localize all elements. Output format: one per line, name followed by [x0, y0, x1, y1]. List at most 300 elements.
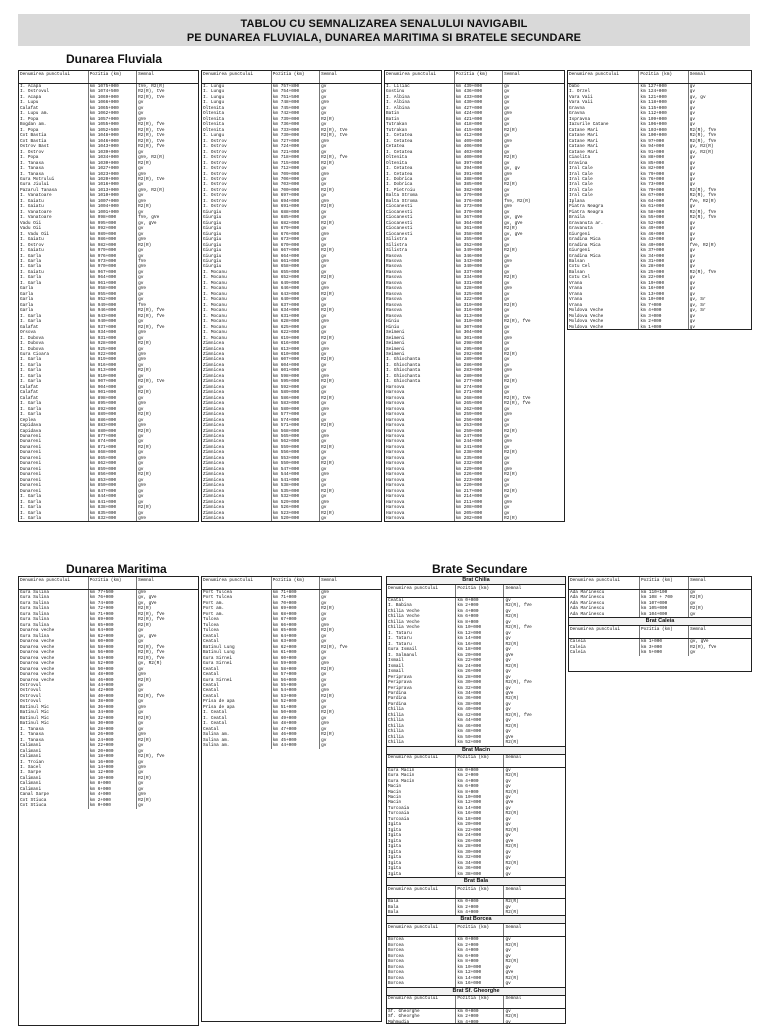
- table-cell-name: I. Vanatoare: [20, 209, 52, 215]
- table-cell-name: Zimnicea: [203, 499, 225, 505]
- table-cell-sign: gv: [321, 144, 327, 150]
- table-cell-position: km 3+000: [640, 313, 662, 319]
- table-cell-position: km 1023+000: [89, 171, 119, 177]
- column-sign: [689, 590, 750, 617]
- table-cell-sign: gv: [689, 324, 696, 330]
- table-cell-sign: gv: [505, 866, 511, 872]
- table-cell-position: km 277+000: [455, 379, 483, 385]
- table-cell-position: km 331+000: [455, 280, 483, 286]
- table-cell-position: km 40+000: [457, 707, 482, 713]
- table-cell-name: Caleia: [570, 650, 586, 656]
- table-cell-position: km 613+000: [272, 346, 300, 352]
- table-cell-name: Zimnicea: [203, 368, 225, 374]
- table-cell-name: Capidava: [20, 428, 42, 434]
- table-cell-name: I. Vanatoare: [20, 193, 52, 199]
- table-cell-position: km 235+000: [455, 455, 483, 461]
- table-cell-sign: gv: [504, 505, 510, 511]
- table-cell-sign: gv: [504, 176, 510, 182]
- table-cell-name: I. Ostrov: [203, 182, 227, 188]
- table-cell-sign: gv: [505, 685, 511, 691]
- table-cell-position: km 313+000: [455, 313, 483, 319]
- table-cell-sign: R2(R): [321, 291, 335, 297]
- table-cell-name: Harsova: [386, 488, 405, 494]
- table-body: [202, 84, 381, 522]
- table-cell-position: km 541+000: [272, 477, 300, 483]
- table-cell-sign: gv: [689, 264, 696, 270]
- table-cell-position: km 664+000: [272, 253, 300, 259]
- table-cell-position: km 6+000: [457, 784, 479, 790]
- table-cell-sign: R2(R), tVe: [138, 94, 165, 100]
- table-cell-sign: gv: [138, 166, 144, 172]
- table-cell-position: km 946+000: [89, 308, 117, 314]
- table-cell-sign: gv: [505, 855, 511, 861]
- table-cell-sign: gv: [321, 193, 327, 199]
- table-cell-sign: gv: [689, 116, 696, 122]
- table-cell-name: Hiniu: [386, 319, 400, 325]
- table-cell-sign: R2(R), fVe: [138, 611, 165, 617]
- table-cell-name: Giurgiu: [203, 248, 222, 254]
- table-cell-name: Oltenita: [203, 116, 225, 122]
- table-cell-position: km 853+000: [89, 477, 117, 483]
- table-cell-position: km 2+000: [457, 773, 479, 779]
- table-cell-position: km 1052+500: [89, 127, 119, 133]
- table-cell-sign: R2(R): [505, 827, 519, 833]
- table-cell-name: Igita: [388, 827, 402, 833]
- table-cell-name: I. Ostrov: [203, 171, 227, 177]
- table-cell-sign: R2(R): [321, 335, 335, 341]
- table-cell-name: Igita: [388, 833, 402, 839]
- table-cell-name: I. Ostrov: [203, 166, 227, 172]
- table-cell-position: km 38+000: [457, 871, 482, 877]
- table-cell-position: km 391+000: [455, 171, 483, 177]
- table-cell-name: I. Vadu Oii: [20, 231, 49, 237]
- table-cell-name: Ciocanesti: [386, 215, 413, 221]
- table-header: [568, 71, 751, 84]
- table-cell-sign: gv: [505, 805, 511, 811]
- table-cell-position: km 226+000: [455, 472, 483, 478]
- table-cell-sign: R2(R), fVe: [689, 215, 717, 221]
- table-cell-position: km 436+000: [455, 89, 483, 95]
- table-cell-position: km 427+000: [455, 105, 483, 111]
- table-cell-sign: gv: [138, 494, 144, 500]
- table-cell-position: km 1004+000: [89, 204, 119, 210]
- table-cell-position: km 964+000: [89, 275, 117, 281]
- table-cell-name: [20, 522, 88, 523]
- table-cell-sign: gv: [321, 182, 327, 188]
- column-sign: [504, 1009, 564, 1024]
- table-cell-position: km 28+000: [457, 844, 482, 850]
- table-cell-position: km 24+000: [89, 737, 114, 743]
- table-cell-name: Zimnicea: [203, 373, 225, 379]
- table-cell-name: Moldova Veche: [569, 319, 604, 325]
- table-cell-name: Macin: [388, 800, 402, 806]
- table-cell-name: I. Babina: [388, 603, 412, 609]
- table-cell-position: km 343+000: [455, 259, 483, 264]
- table-cell-sign: gVe: [138, 351, 147, 357]
- table-cell-sign: gv, gVe: [138, 600, 157, 606]
- table-cell-position: km 14+000: [457, 636, 482, 642]
- table-cell-position: km 880+000: [89, 428, 117, 434]
- section-heading-brate-secundare: Brate Secundare: [432, 562, 528, 576]
- table-cell-sign: gv: [505, 718, 511, 724]
- table-cell-position: km 538+000: [272, 483, 300, 489]
- table-cell-name: I. Albina: [386, 105, 410, 111]
- column-header-position: Pozitia (km): [456, 924, 504, 936]
- table-cell-sign: gv: [321, 84, 327, 89]
- table-cell-sign: fVe: [138, 259, 147, 264]
- table-cell-name: Macin: [388, 784, 402, 790]
- table-cell-sign: gVe: [138, 590, 147, 595]
- table-cell-sign: gVe: [138, 704, 147, 710]
- table-cell-name: Piatra Neagra: [569, 209, 604, 215]
- table-header: [387, 924, 565, 937]
- table-cell-sign: gv: [505, 871, 511, 877]
- table-cell-sign: gv: [138, 710, 144, 716]
- table-cell-name: Rasova: [386, 291, 402, 297]
- table-cell-name: Port am.: [203, 606, 225, 612]
- column-header-name: Denumirea punctului: [19, 71, 89, 83]
- table-cell-name: I. Mocanu: [203, 308, 227, 314]
- table-header: [385, 71, 564, 84]
- table-cell-position: km 97+000: [640, 138, 665, 144]
- table-cell-name: I. Gaiatu: [20, 248, 44, 254]
- table-body: [387, 899, 565, 915]
- table-cell-position: km 916+000: [89, 362, 117, 368]
- table-cell-sign: gVe: [504, 111, 513, 117]
- table-cell-sign: gv: [504, 477, 510, 483]
- table-cell-position: km 0+000: [457, 899, 479, 905]
- table-cell-position: km 850+000: [89, 483, 117, 489]
- table-cell-position: km 18+000: [457, 816, 482, 822]
- table-cell-sign: gv: [138, 639, 144, 645]
- table-cell-name: Rasova: [386, 264, 402, 270]
- table-cell-sign: R2(R): [504, 351, 518, 357]
- table-cell-position: km 88+000: [640, 155, 665, 161]
- table-cell-name: Dunarea veche: [20, 655, 55, 661]
- table-cell-sign: R2(R): [138, 341, 152, 347]
- table-cell-sign: gVe: [321, 373, 330, 379]
- table-cell-sign: R2(R): [505, 614, 519, 620]
- table-cell-position: km 22+000: [457, 827, 482, 833]
- table-cell-sign: gVe: [138, 672, 147, 678]
- table-cell-sign: gv: [504, 455, 510, 461]
- table-cell-sign: R2(R): [505, 959, 519, 965]
- table-cell-position: km 727+000: [272, 138, 300, 144]
- table-cell-position: km 619+000: [272, 335, 300, 341]
- table-cell-name: I. Ceatal: [203, 710, 227, 716]
- table-cell-position: km 907+000: [89, 379, 117, 385]
- table-cell-name: Batin: [386, 116, 400, 122]
- table-cell-position: km 931+000: [89, 335, 117, 341]
- table-cell-position: km 373+000: [455, 204, 483, 210]
- table-cell-sign: R2(R): [504, 428, 518, 434]
- table-cell-position: km 20+000: [457, 652, 482, 658]
- page-title-line-2: PE DUNAREA FLUVIALA, DUNAREA MARITIMA SI BRATELE SECUNDARE: [186, 32, 582, 44]
- column-header-sign: Semnal: [504, 71, 520, 77]
- table-cell-name: Mahmudia: [388, 1019, 410, 1024]
- table-cell-name: I. Orzel: [569, 89, 591, 95]
- table-cell-name: I. Dobrica: [386, 182, 413, 188]
- table-cell-name: Gostinu: [386, 89, 405, 95]
- column-header-sign: Semnal: [505, 924, 522, 930]
- table-cell-sign: gVe: [321, 590, 330, 595]
- table-cell-name: Vrana: [569, 280, 583, 286]
- table-cell-name: Harsova: [386, 483, 405, 489]
- table-cell-sign: gv: [689, 171, 696, 177]
- table-body: [202, 590, 381, 749]
- table-cell-sign: gv: [138, 362, 144, 368]
- table-cell-sign: gv: [689, 166, 696, 172]
- table-cell-position: km 1013+000: [89, 187, 119, 193]
- table-cell-sign: R2(R): [321, 116, 335, 122]
- table-cell-sign: gv: [321, 595, 327, 601]
- table-cell-position: km 883+000: [89, 423, 117, 429]
- table-cell-position: km 5+000: [640, 650, 663, 656]
- table-cell-name: Batinul Mic: [20, 704, 49, 710]
- table-cell-sign: R2(R): [505, 860, 519, 866]
- fluviala-table-2: [201, 70, 382, 522]
- table-cell-name: I. Sacel: [20, 765, 42, 770]
- table-cell-name: Zimnicea: [203, 494, 225, 500]
- table-cell-sign: gv: [504, 341, 510, 347]
- table-cell-name: Chilia Veche: [388, 614, 420, 620]
- column-header-name: Denumirea punctului: [387, 886, 456, 898]
- table-cell-sign: gv: [138, 434, 144, 439]
- table-cell-sign: gv: [138, 499, 144, 505]
- table-cell-sign: gv: [505, 981, 511, 987]
- table-cell-position: km 565+000: [272, 434, 300, 439]
- table-cell-sign: gv: [689, 280, 696, 286]
- table-cell-name: Vrana: [569, 302, 583, 308]
- table-cell-name: Harsova: [386, 477, 405, 483]
- table-cell-name: Zimnicea: [203, 379, 225, 385]
- table-cell-position: km 550+000: [272, 461, 300, 467]
- table-cell-name: Chilia Veche: [388, 608, 420, 614]
- table-cell-position: km 232+000: [455, 461, 483, 467]
- table-cell-name: Dunareni: [20, 472, 42, 478]
- table-cell-position: km 544+000: [272, 472, 300, 478]
- table-cell-name: Ada Marinescu: [570, 590, 605, 595]
- table-cell-position: km 928+000: [89, 341, 117, 347]
- table-cell-name: Zimnicea: [203, 412, 225, 418]
- table-cell-sign: gv: [689, 286, 696, 292]
- table-cell-name: Harsova: [386, 390, 405, 396]
- table-cell-sign: gv: [504, 84, 510, 89]
- table-cell-name: I. Tataru: [388, 630, 412, 636]
- table-cell-name: Gravna: [569, 105, 585, 111]
- table-cell-name: Gura Ismail: [388, 647, 417, 653]
- table-cell-name: Harsova: [386, 406, 405, 412]
- table-cell-name: Gura Sulina: [20, 622, 49, 628]
- table-cell-position: km 1062+000: [89, 111, 119, 117]
- table-cell-position: km 18+000: [457, 647, 482, 653]
- table-cell-position: km 24+000: [457, 833, 482, 839]
- table-cell-name: Zimnicea: [203, 455, 225, 461]
- table-cell-position: km 48+000: [457, 729, 482, 735]
- table-header: [19, 71, 198, 84]
- column-header-sign: Semnal: [138, 71, 154, 77]
- table-cell-name: Gura Jiului: [20, 182, 49, 188]
- table-cell-position: km 385+000: [455, 182, 483, 188]
- table-cell-position: km 77+500: [89, 590, 114, 595]
- table-cell-sign: gVe: [321, 499, 330, 505]
- table-cell-sign: gVe: [321, 622, 330, 628]
- table-cell-sign: gVe: [321, 100, 330, 106]
- table-cell-sign: R2(R): [504, 127, 518, 133]
- table-cell-position: km 868+000: [89, 450, 117, 456]
- column-header-position: Pozitia (km): [639, 71, 688, 83]
- column-position: [456, 1009, 504, 1024]
- table-cell-position: km 1066+000: [89, 100, 119, 106]
- table-cell-position: km 72+900: [89, 606, 114, 612]
- table-cell-name: Rasova: [386, 253, 402, 259]
- table-cell-position: km 44+000: [457, 718, 482, 724]
- table-cell-sign: gv: [505, 658, 511, 664]
- table-cell-position: km 430+000: [455, 100, 483, 106]
- table-cell-name: Dunarea veche: [20, 666, 55, 672]
- table-cell-name: I. Mocanu: [203, 330, 227, 336]
- table-body: [568, 84, 751, 330]
- table-cell-sign: gv: [138, 100, 144, 106]
- column-position: [639, 84, 688, 330]
- table-cell-sign: R2(R), fVe: [689, 269, 717, 275]
- table-cell-name: Borcea: [388, 975, 404, 981]
- table-cell-sign: gv: [138, 743, 144, 749]
- column-sign: [504, 768, 564, 877]
- table-cell-sign: gVe: [321, 231, 330, 237]
- table-cell-position: km 571+000: [272, 423, 300, 429]
- table-cell-sign: gVe: [138, 116, 147, 122]
- table-cell-sign: R2(R), fVe: [504, 319, 531, 325]
- table-cell-sign: fVe, R2(R): [689, 198, 717, 204]
- table-cell-name: Silistra: [386, 237, 408, 243]
- table-cell-sign: R2(R), fVe: [690, 644, 717, 650]
- table-cell-sign: gv, gVe: [138, 633, 157, 639]
- table-cell-sign: gv: [504, 116, 510, 122]
- table-cell-sign: gv: [138, 461, 144, 467]
- table-cell-sign: gv: [505, 833, 511, 839]
- table-cell-name: Catane Mari: [569, 144, 598, 150]
- table-cell-position: km 58+000: [272, 666, 297, 672]
- table-cell-sign: gv: [504, 297, 510, 303]
- table-cell-position: km 592+000: [272, 384, 300, 390]
- table-cell-sign: gv: [321, 704, 327, 710]
- table-cell-position: km 253+000: [455, 423, 483, 429]
- table-cell-name: I. Mocanu: [203, 313, 227, 319]
- table-body: [387, 598, 565, 746]
- table-cell-sign: gVe: [504, 335, 513, 341]
- table-cell-position: km 54+000: [89, 655, 114, 661]
- table-cell-name: Turcoaia: [388, 816, 410, 822]
- column-header-sign: Semnal: [321, 71, 337, 77]
- column-sign: [689, 639, 750, 655]
- table-cell-position: km 862+000: [89, 461, 117, 467]
- table-cell-position: km 955+000: [89, 291, 117, 297]
- table-cell-position: km 94+000: [640, 144, 665, 150]
- table-cell-position: km 4+000: [457, 608, 479, 614]
- table-cell-position: km 682+000: [272, 220, 300, 226]
- column-name: [387, 1009, 456, 1024]
- table-cell-sign: gv: [504, 269, 510, 275]
- table-cell-sign: gVe: [321, 721, 330, 727]
- table-cell-position: [90, 522, 136, 523]
- column-position: [89, 590, 137, 809]
- table-cell-name: I. Popa: [20, 155, 39, 161]
- table-cell-name: Igita: [388, 855, 402, 861]
- table-cell-name: Oltenita: [203, 111, 225, 117]
- table-cell-position: km 14+000: [457, 975, 482, 981]
- table-cell-position: km 26+000: [457, 669, 482, 675]
- table-cell-name: I. Garla: [20, 510, 42, 516]
- table-cell-position: km 14+000: [457, 805, 482, 811]
- table-cell-sign: gv, gVe: [690, 639, 709, 645]
- table-cell-name: Ceatal: [203, 688, 219, 694]
- table-cell-position: km 895+000: [89, 401, 117, 407]
- table-cell-position: km 757+800: [272, 84, 300, 89]
- table-cell-name: I. Lupu am.: [20, 111, 49, 117]
- table-cell-position: km 379+000: [455, 193, 483, 199]
- table-cell-position: km 220+000: [455, 483, 483, 489]
- table-cell-position: km 631+000: [272, 313, 300, 319]
- table-cell-sign: gv: [504, 373, 510, 379]
- table-cell-position: km 595+000: [272, 379, 300, 385]
- table-cell-sign: gv: [321, 494, 327, 500]
- table-cell-position: km 1016+000: [89, 182, 119, 188]
- table-cell-name: Harsova: [386, 499, 405, 505]
- table-cell-name: Seimeni: [386, 330, 405, 336]
- table-body: [385, 84, 564, 522]
- table-cell-position: km 901+000: [89, 390, 117, 396]
- table-cell-sign: [321, 522, 380, 523]
- table-cell-sign: gv: [689, 111, 696, 117]
- table-cell-position: km 1074+500: [89, 89, 119, 95]
- column-name: [387, 768, 456, 877]
- table-cell-position: km 634+000: [272, 308, 300, 314]
- table-cell-position: km 2+000: [457, 1014, 479, 1020]
- table-cell-position: km 992+000: [89, 226, 117, 232]
- column-header-sign: Semnal: [505, 755, 522, 761]
- table-cell-name: Gravina: [569, 160, 588, 166]
- table-cell-sign: gv: [138, 193, 144, 199]
- table-cell-position: km 42+000: [457, 712, 482, 718]
- table-cell-name: Prisa de apa: [203, 704, 235, 710]
- table-cell-name: Borcea: [388, 964, 404, 970]
- table-cell-name: Borcea: [388, 953, 404, 959]
- table-cell-name: I. Dobrica: [386, 176, 413, 182]
- table-cell-sign: gv: [138, 231, 144, 237]
- table-cell-position: km 733+000: [272, 127, 300, 133]
- table-cell-name: Chilia: [388, 729, 404, 735]
- table-cell-position: km 670+000: [272, 242, 300, 248]
- table-cell-name: I. Garla: [20, 313, 42, 319]
- table-cell-sign: R2(R), fVe: [689, 138, 717, 144]
- table-header: [387, 585, 565, 598]
- table-cell-name: Catane Mari: [569, 149, 598, 155]
- page-title-banner: [18, 14, 750, 46]
- table-cell-position: km 1027+000: [89, 166, 119, 172]
- table-cell-name: Zimnicea: [203, 341, 225, 347]
- table-cell-position: km 409+000: [455, 138, 483, 144]
- table-cell-sign: gVe, R2(R): [138, 155, 165, 161]
- table-cell-position: km 979+000: [89, 248, 117, 254]
- table-cell-position: km 36+000: [457, 696, 482, 702]
- table-cell-name: Ciocanesti: [386, 220, 413, 226]
- table-cell-position: km 394+000: [455, 166, 483, 172]
- table-cell-position: km 283+000: [455, 368, 483, 374]
- table-cell-position: km 0+000: [457, 767, 479, 773]
- table-cell-position: km 211+000: [455, 499, 483, 505]
- table-cell-name: Gura Macin: [388, 778, 415, 784]
